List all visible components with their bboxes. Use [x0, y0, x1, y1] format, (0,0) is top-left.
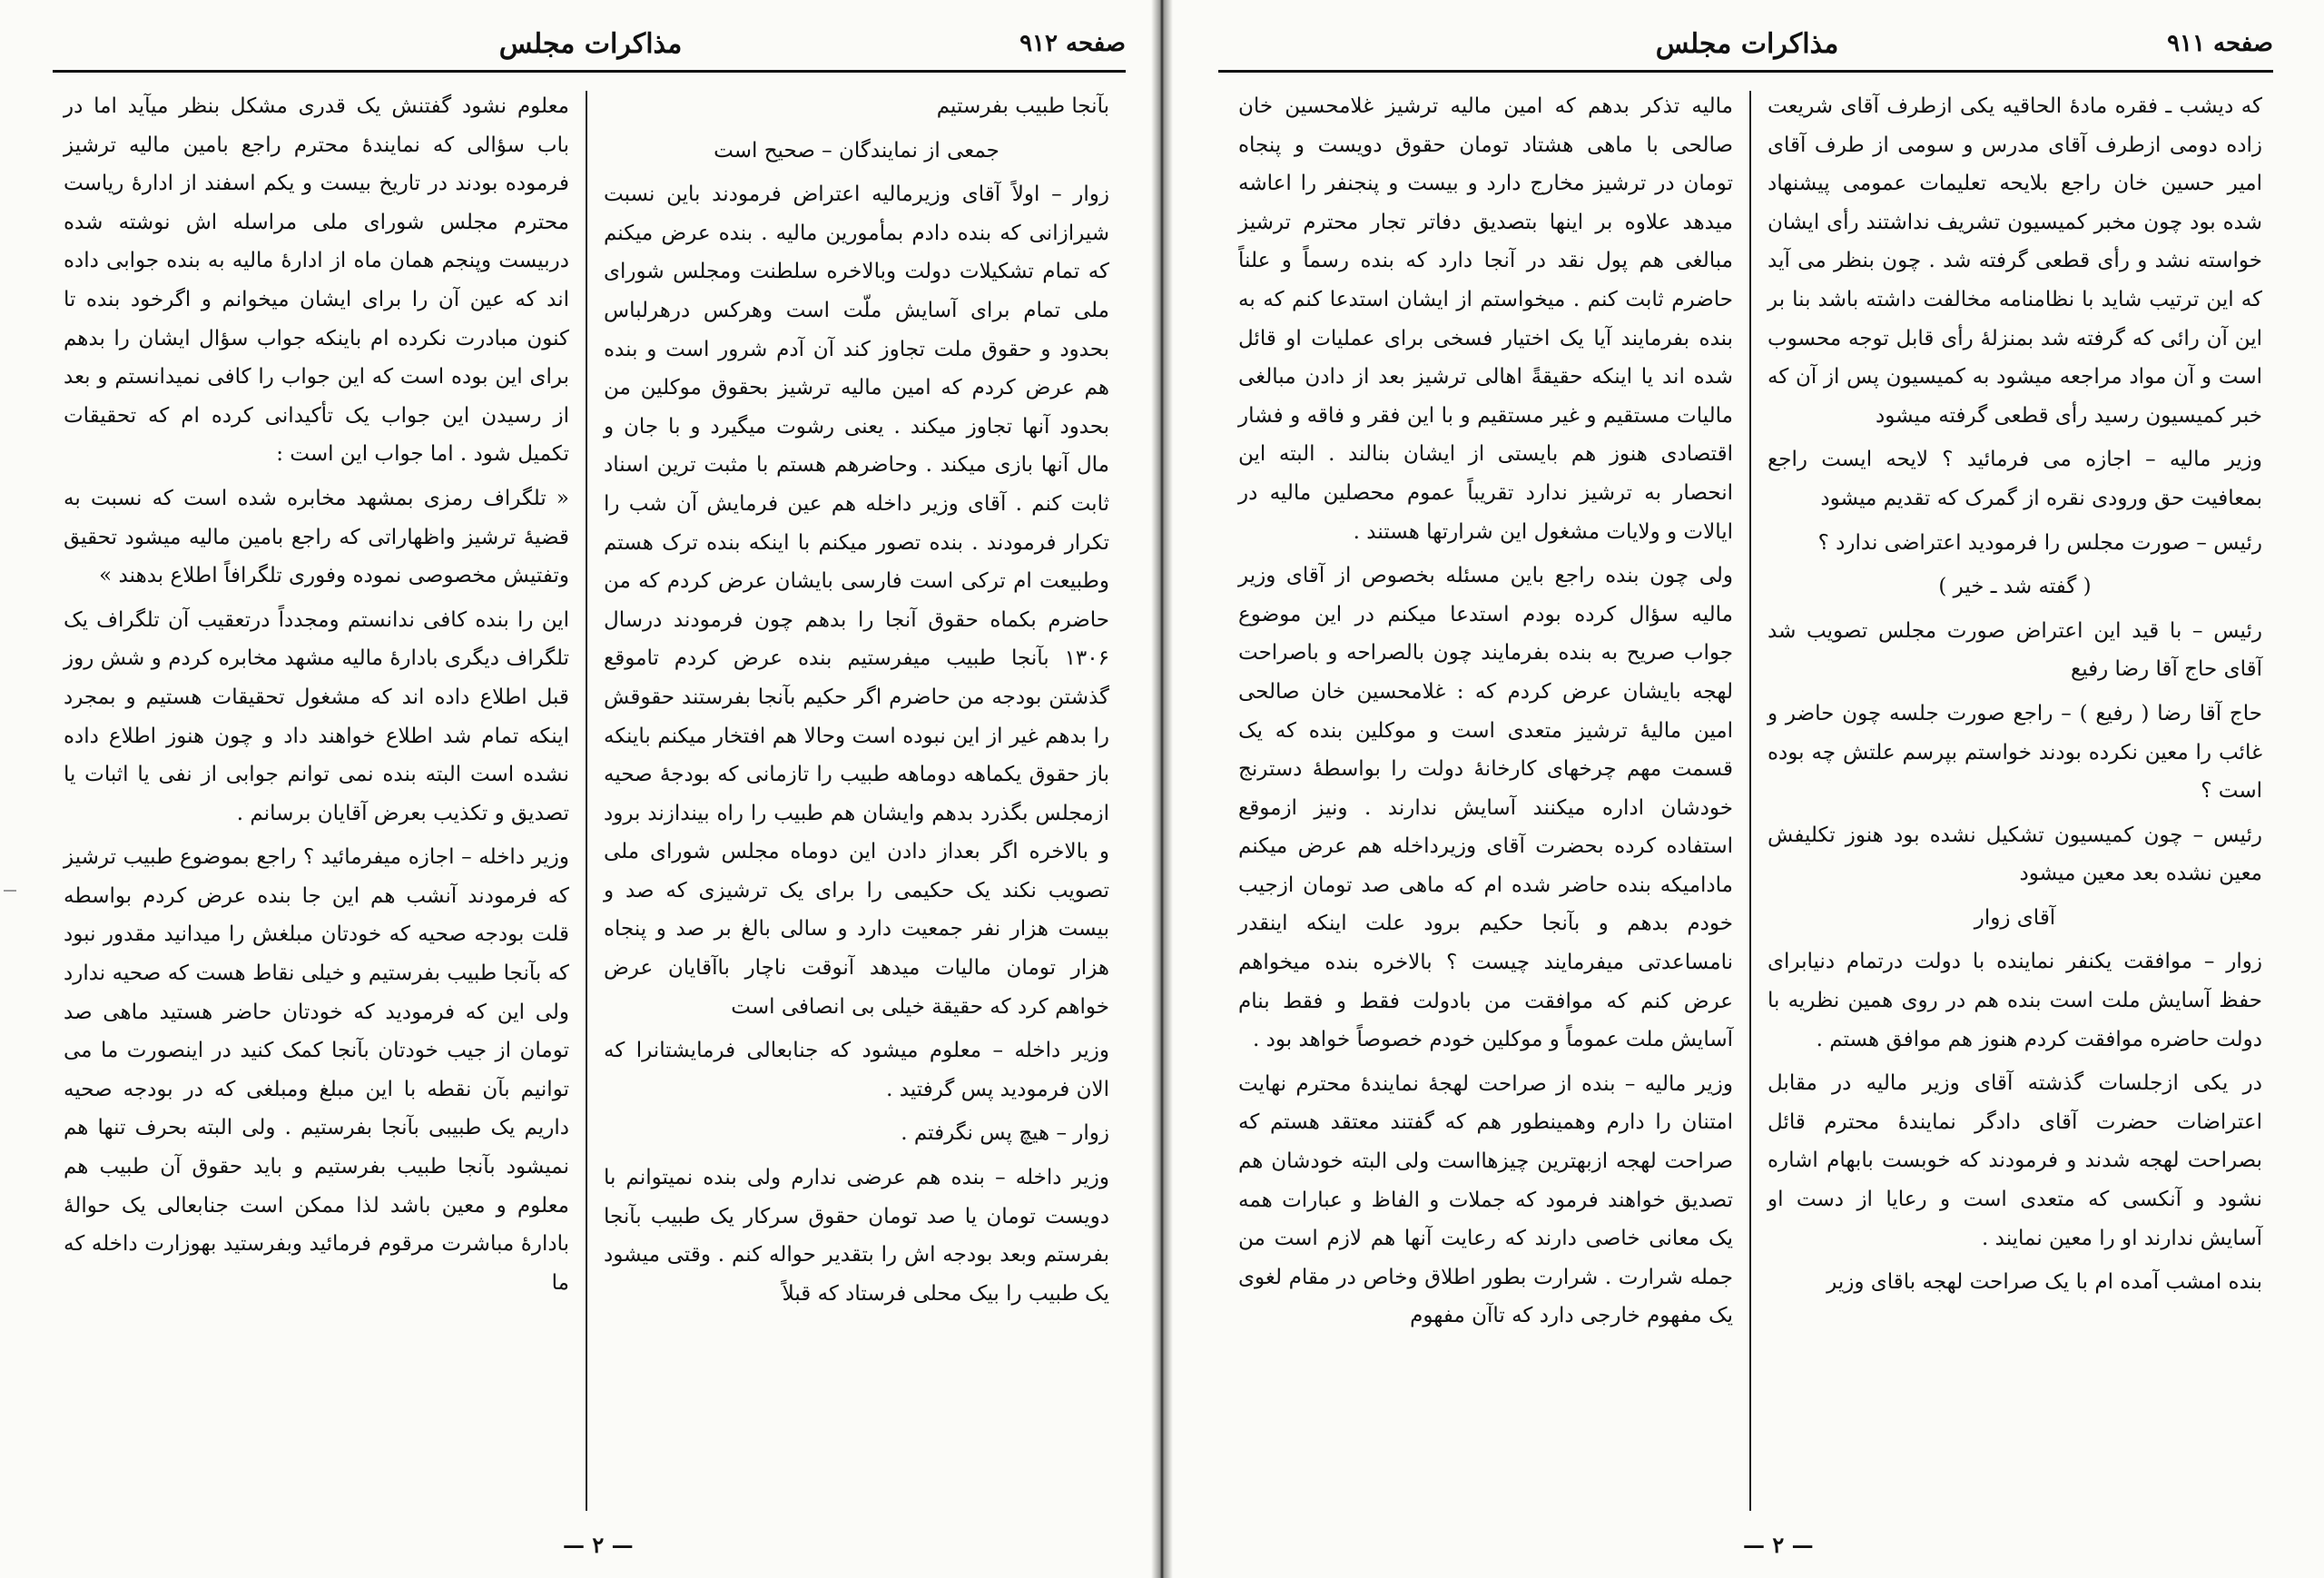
paragraph: که دیشب ـ فقره مادهٔ الحاقیه یکی ازطرف آقای شریعت زاده دومی ازطرف آقای مدرس و سومی از طرف آقای امیر حسین خان راجع بلایحه تعلیمات عمومی پیشنهاد شده بود چون مخبر کمیسیون تشریف نداشتند رأی ایشان خواسته نشد و رأی قطعی گرفته شد . چون بنظر می آید که این ترتیب شاید با نظامنامه مخالفت داشته باشد بنا بر این آن رائی که گرفته شد بمنزلهٔ رأی قابل توجه محسوب است و آن مواد مراجعه میشود به کمیسیون پس از آن که خبر کمیسیون رسید رأی قطعی گرفته میشود	[1760, 94, 2262, 428]
paragraph: در یکی ازجلسات گذشته آقای وزیر مالیه در مقابل اعتراضات حضرت آقای دادگر نمایندهٔ محترم قائل بصراحت لهجه شدند و فرمودند که خوبست بابهام اشاره نشود و آنکسی که متعدی است و رعایا از دست او آسایش ندارند او را معین نمایند .	[1760, 1071, 2262, 1250]
paragraph: زوار – هیچ پس نگرفتم .	[901, 1121, 1109, 1146]
paragraph: رئیس – با قید این اعتراض صورت مجلس تصویب شد آقای حاج آقا رضا رفیع	[1760, 618, 2262, 682]
right-page-column-right	[1751, 87, 2279, 1514]
paragraph: جمعی از نمایندگان – صحیح است	[714, 138, 1000, 163]
right-page	[1162, 0, 2324, 1578]
right-page-number: صفحه ۹۱۱	[2167, 30, 2273, 57]
paragraph: وزیر داخله – اجازه میفرمائید ؟ راجع بموضوع طبیب ترشیز که فرمودند آنشب هم این جا بنده عرض کردم بواسطه قلت بودجه صحیه که خودتان مبلغش را میدانید مقدور نبود که بآنجا طبیب بفرستیم و خیلی نقاط هست که صحیه ندارد ولی این که فرمودید که خودتان حاضر هستید ماهی صد تومان از جیب خودتان بآنجا کمک کنید در اینصورت ما می توانیم بآن نقطه با این مبلغ ومبلغی که در بودجه صحیه داریم یک طبیبی بآنجا بفرستیم . ولی البته بحرف تنها هم نمیشود بآنجا طبیب بفرستیم و باید حقوق آن طبیب هم معلوم و معین باشد لذا ممکن است جنابعالی یک حوالهٔ بادارهٔ مباشرت مرقوم فرمائید وبفرستید بهوزارت داخله که ما	[56, 845, 569, 1295]
left-page-title: مذاکرات مجلس	[498, 27, 683, 60]
paragraph: این را بنده کافی ندانستم ومجدداً درتعقیب آن تلگراف یک تلگراف دیگری بادارهٔ مالیه مشهد مخابره کردم و شش روز قبل اطلاع داده اند که مشغول تحقیقات هستیم و بمجرد اینکه تمام شد اطلاع خواهند داد و چون هنوز اطلاع داده نشده است البته بنده نمی توانم جوابی از نفی یا اثبات یا تصدیق و تکذیب بعرض آقایان برسانم .	[56, 607, 569, 825]
left-page-column-right	[587, 87, 1126, 1514]
paragraph: « تلگراف رمزی بمشهد مخابره شده است که نسبت به قضیهٔ ترشیز واظهاراتی که راجع بامین مالیه میشود تحقیق وتفتیش مخصوصی نموده وفوری تلگرافاً اطلاع بدهند »	[56, 486, 569, 588]
header-rule	[1218, 70, 2273, 73]
paragraph: مالیه تذکر بدهم که امین مالیه ترشیز غلامحسین خان صالحی با ماهی هشتاد تومان حقوق دویست و پنجاه تومان در ترشیز مخارج دارد و بیست و پنجنفر را اعاشه میدهد علاوه بر اینها بتصدیق دفاتر تجار محترم ترشیز مبالغی هم پول نقد در آنجا دارد که بنده رسماً و علناً حاضرم ثابت کنم . میخواستم از ایشان استدعا کنم که به بنده بفرمایند آیا یک اختیار فسخی برای عملیات او قائل شده اند یا اینکه حقیقةً اهالی ترشیز بعد از دادن مبالغی مالیات مستقیم و غیر مستقیم و با این فقر و فاقه و فشار اقتصادی هنوز هم بایستی از ایشان بنالند . البته این انحصار به ترشیز ندارد تقریباً عموم محصلین مالیه در ایالات و ولایات مشغول این شرارتها هستند .	[1231, 94, 1733, 544]
paragraph: آقای زوار	[1974, 905, 2056, 930]
right-page-columns	[1222, 87, 2279, 1514]
right-page-folio: — ۲ —	[1743, 1532, 1814, 1558]
paragraph: رئیس – چون کمیسیون تشکیل نشده بود هنوز تکلیفش معین نشده بعد معین میشود	[1760, 823, 2262, 886]
paragraph: معلوم نشود گفتنش یک قدری مشکل بنظر میآید اما در باب سؤالی که نمایندهٔ محترم راجع بامین مالیه ترشیز فرموده بودند در تاریخ بیست و یکم اسفند از ادارهٔ ریاست محترم مجلس شورای ملی مراسله اش نوشته شده دربیست وپنجم همان ماه از ادارهٔ مالیه به بنده جوابی داده اند که عین آن را برای ایشان میخوانم و اگرخود بنده تا کنون مبادرت نکرده ام باینکه جواب سؤال ایشان را بدهم برای این بوده است که این جواب را کافی نمیدانستم و بعد از رسیدن این جواب یک تأکیدانی کرده ام که تحقیقات تکمیل شود . اما جواب این است :	[56, 94, 569, 467]
header-rule	[53, 70, 1126, 73]
paragraph: بنده امشب آمده ام با یک صراحت لهجه باقای وزیر	[1827, 1270, 2262, 1295]
book-gutter	[1151, 0, 1173, 1578]
paragraph: وزیر داخله – بنده هم عرضی ندارم ولی بنده نمیتوانم با دویست تومان یا صد تومان حقوق سرکار یک طبیب بآنجا بفرستم وبعد بودجه اش را بتقدیر حواله کنم . وقتی میشود یک طبیب را بیک محلی فرستاد که قبلاً	[596, 1166, 1109, 1306]
left-page-folio: — ۲ —	[563, 1532, 634, 1558]
paragraph: وزیر داخله – معلوم میشود که جنابعالی فرمایشتانرا که الان فرمودید پس گرفتید .	[596, 1039, 1109, 1101]
paragraph: وزیر مالیه – اجازه می فرمائید ؟ لایحه ایست راجع بمعافیت حق ورودی نقره از گمرک که تقدیم میشود	[1760, 448, 2262, 510]
paragraph: زوار – اولاً آقای وزیرمالیه اعتراض فرمودند باین نسبت شیرازانی که بنده دادم بمأمورین مالیه . بنده عرض میکنم که تمام تشکیلات دولت وبالاخره سلطنت ومجلس شورای ملی تمام برای آسایش ملّت است وهرکس درهرلباس بحدود و حقوق ملت تجاوز کند آن آدم شرور است و بنده هم عرض کردم که امین مالیه ترشیز بحقوق موکلین من بحدود آنها تجاوز میکند . یعنی رشوت میگیرد و با جان و مال آنها بازی میکند . وحاضرهم هستم با مثبت ترین اسناد ثابت کنم . آقای وزیر داخله هم عین فرمایش آن شب را تکرار فرمودند . بنده تصور میکنم با اینکه بنده ترک هستم وطبیعت ام ترکی است فارسی بایشان عرض کردم که من حاضرم بکماه حقوق آنجا را بدهم چون فرمودند درسال ۱۳۰۶ بآنجا طبیب میفرستیم بنده عرض کردم تاموقع گذشتن بودجه من حاضرم اگر حکیم بآنجا بفرستند حقوقش را بدهم غیر از این نبوده است وحالا هم افتخار میکنم باینکه باز حقوق یکماهه دوماهه طبیب را تازمانی که بودجهٔ صحیه ازمجلس بگذرد بدهم وایشان هم طبیب را راه بیندازند برود و بالاخره اگر بعداز دادن این دوماه مجلس شورای ملی تصویب نکند یک حکیمی را برای یک ترشیزی که صد و بیست هزار نفر جمعیت دارد و سالی بالغ بر صد و پنجاه هزار تومان مالیات میدهد آنوقت ناچار باآقایان عرض خواهم کرد که حقیقة خیلی بی انصافی است	[596, 182, 1109, 1019]
paragraph: حاج آقا رضا ( رفیع ) – راجع صورت جلسه چون حاضر و غائب را معین نکرده بودند خواستم بپرسم علتش چه بوده است ؟	[1760, 701, 2262, 804]
paragraph: زوار – موافقت یکنفر نماینده با دولت درتمام دنیابرای حفظ آسایش ملت است بنده هم در روی همین نظریه با دولت حاضره موافقت کردم هنوز هم موافق هستم .	[1760, 950, 2262, 1051]
left-page-number: صفحه ۹۱۲	[1019, 30, 1126, 57]
page-edge-mark	[4, 890, 16, 892]
paragraph: ولی چون بنده راجع باین مسئله بخصوص از آقای وزیر مالیه سؤال کرده بودم استدعا میکنم در این موضوع جواب صریح به بنده بفرمایند چون بالصراحه و باصراحت لهجه بایشان عرض کردم که : غلامحسین خان صالحی امین مالیهٔ ترشیز متعدی است و موکلین بنده که یک قسمت مهم چرخهای کارخانهٔ دولت را بواسطهٔ دسترنج خودشان اداره میکنند آسایش ندارند . ونیز ازموقع استفاده کرده بحضرت آقای وزیرداخله هم عرض میکنم مادامیکه بنده حاضر شده ام که ماهی صد تومان ازجیب خودم بدهم و بآنجا حکیم برود علت اینکه اینقدر نامساعدتی میفرمایند چیست ؟ بالاخره بنده میخواهم عرض کنم که موافقت من بادولت فقط و فقط بنام آسایش ملت عموماً و موکلین خودم خصوصاً خواهد بود .	[1231, 564, 1733, 1052]
left-page-columns	[47, 87, 1126, 1514]
paragraph: بآنجا طبیب بفرستیم	[936, 94, 1109, 118]
left-page-header	[53, 18, 1126, 69]
right-page-column-left	[1222, 87, 1749, 1514]
right-page-header	[1218, 18, 2273, 69]
paragraph: وزیر مالیه – بنده از صراحت لهجهٔ نمایندهٔ محترم نهایت امتنان را دارم وهمینطور هم که گفتند معتقد هستم که صراحت لهجه ازبهترین چیزهااست ولی البته خودشان هم تصدیق خواهند فرمود که جملات و الفاظ و عبارات همه یک معانی خاصی دارند که رعایت آنها هم لازم است من جمله شرارت . شرارت بطور اطلاق وخاص در مقام لغوی یک مفهوم خارجی دارد که تاآن مفهوم	[1231, 1071, 1733, 1328]
paragraph: رئیس – صورت مجلس را فرمودید اعتراضی ندارد ؟	[1817, 530, 2262, 555]
paragraph: ( گفته شد ـ خیر )	[1938, 575, 2092, 599]
right-page-title: مذاکرات مجلس	[1655, 27, 1839, 60]
left-page-column-left	[47, 87, 586, 1514]
